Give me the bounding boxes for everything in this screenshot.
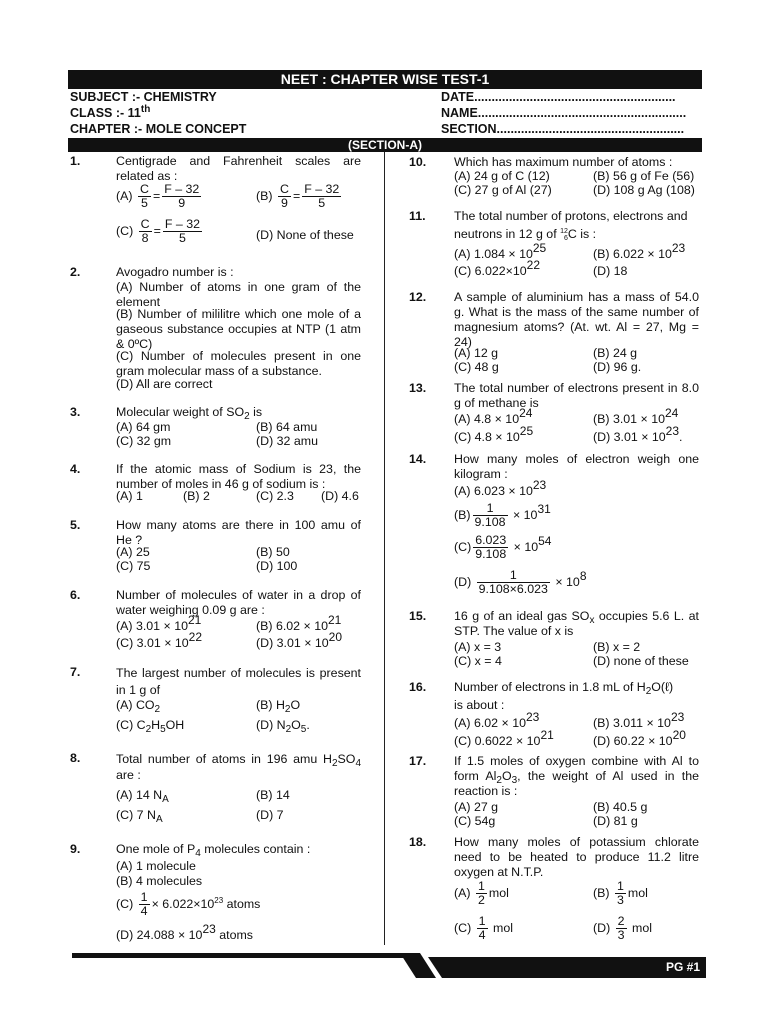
option-a: (A) 25 — [116, 545, 150, 559]
footer-slash — [400, 953, 436, 978]
text: . — [306, 718, 310, 732]
denominator: 5 — [141, 196, 148, 210]
text: (A) 1.084 × 10 — [454, 247, 533, 261]
numerator: 1 — [616, 879, 624, 893]
text: . — [679, 430, 683, 444]
option-b: (B) 50 — [256, 545, 290, 559]
subscript: A — [162, 794, 169, 805]
text: is — [249, 405, 263, 419]
question-text: Number of molecules of water in a drop of water weighing 0.09 g are : — [116, 588, 361, 617]
exponent: 21 — [327, 613, 342, 627]
question-number: 17. — [409, 754, 427, 768]
exponent: 8 — [579, 568, 587, 583]
subscript: 5 — [160, 724, 166, 735]
exponent: 23 — [670, 710, 685, 724]
denominator: 9 — [281, 196, 288, 210]
question-text: How many moles of potassium chlorate need to be heated to produce 11.2 litre oxygen at N.T.P. — [454, 835, 699, 879]
subscript: 2 — [285, 724, 292, 735]
numerator: 1 — [473, 502, 508, 516]
question-number: 9. — [70, 842, 81, 856]
text: (C) 6.022×10 — [454, 264, 527, 278]
text: , the weight of Al used in the reaction is : — [454, 769, 699, 798]
text: One mole of P — [116, 842, 196, 856]
denominator: 9 — [178, 196, 186, 210]
text: (B) 6.02 × 10 — [256, 619, 328, 633]
text: (C) C — [116, 718, 146, 732]
option-a: (A) 12 g — [454, 346, 499, 360]
option-b: (B) 2 — [183, 489, 210, 503]
exponent: 20 — [328, 630, 343, 644]
exponent: 20 — [672, 728, 686, 742]
text: × 10 — [509, 507, 538, 522]
subscript: 2 — [284, 704, 291, 715]
question-text: How many atoms are there in 100 amu of He ? — [116, 518, 361, 547]
subscript: 2 — [496, 775, 502, 786]
question-number: 11. — [409, 209, 426, 223]
option-d: (D) 4.6 — [321, 489, 359, 503]
option-d: (D) 108 g Ag (108) — [593, 183, 695, 197]
text: × 6.022×10 — [151, 896, 215, 911]
text: (A) 14 N — [116, 788, 163, 802]
chapter-label: CHAPTER :- MOLE CONCEPT — [70, 122, 247, 136]
question-number: 14. — [409, 452, 427, 466]
text: O — [290, 698, 301, 712]
question-text: The largest number of molecules is present in 1 g of — [116, 666, 361, 697]
text: (D) 60.22 × 10 — [593, 734, 673, 748]
exponent: 23 — [665, 424, 680, 438]
subscript: 5 — [300, 724, 307, 735]
subscript: A — [155, 814, 163, 825]
text: neutrons in 12 g of — [454, 227, 561, 241]
option-a: (A) 64 gm — [116, 420, 171, 434]
text: mol — [627, 885, 648, 900]
subscript: x — [589, 615, 595, 626]
denominator: 3 — [616, 893, 624, 907]
option-d: (D) All are correct — [116, 377, 213, 391]
numerator: F – 32 — [164, 217, 200, 231]
question-number: 13. — [409, 381, 427, 395]
denominator: 9.108 — [475, 547, 507, 561]
question-number: 2. — [70, 265, 81, 279]
question-text: How many moles of electron weigh one kilogram : — [454, 452, 699, 481]
option-c: (C) Number of molecules present in one gram molecular mass of a substance. — [116, 349, 361, 378]
option-label: (C) — [454, 539, 472, 554]
subscript: 4 — [355, 758, 361, 769]
question-number: 5. — [70, 518, 81, 532]
page-number: PG #1 — [665, 960, 700, 974]
option-label: (A) — [116, 188, 133, 203]
option-a: (A) 1 molecule — [116, 859, 196, 873]
text: (C) 7 N — [116, 808, 156, 822]
option-c: (C) 32 gm — [116, 434, 172, 448]
denominator: 5 — [178, 231, 186, 245]
denominator: 2 — [477, 893, 485, 907]
option-label: (A) — [454, 885, 471, 900]
numerator: C — [139, 182, 149, 196]
question-number: 10. — [409, 155, 427, 169]
class-sup: th — [140, 104, 151, 115]
question-number: 7. — [70, 665, 81, 679]
text: (D) 24.088 × 10 — [116, 928, 203, 942]
option-b: (B) 64 amu — [256, 420, 318, 434]
numerator: F – 32 — [164, 182, 200, 196]
text: (A) 6.02 × 10 — [454, 716, 526, 730]
option-b: (B) 4 molecules — [116, 874, 203, 888]
text: SO — [337, 752, 356, 766]
option-label: (D) — [593, 920, 611, 935]
exponent: 24 — [519, 406, 533, 420]
text: occupies 5.6 L. at STP. The value of x is — [454, 609, 699, 638]
text: (B) 3.011 × 10 — [593, 716, 671, 730]
numerator: 2 — [617, 914, 625, 928]
exponent: 25 — [532, 241, 547, 255]
option-c: (C) 2.3 — [256, 489, 294, 503]
denominator: 9.108 — [474, 515, 506, 529]
option-label: (D) — [454, 574, 472, 589]
test-title: NEET : CHAPTER WISE TEST-1 — [68, 70, 702, 89]
numerator: C — [279, 182, 289, 196]
exponent: 21 — [540, 728, 554, 742]
question-number: 4. — [70, 462, 81, 476]
text: are : — [116, 768, 141, 782]
equals: = — [153, 223, 161, 238]
option-b: (B) Number of mililitre which one mole of a gaseous substance occupies at NTP (1 atm & 0ºC) — [116, 307, 361, 351]
question-text: The total number of electrons present in 8.0 g of methane is — [454, 381, 699, 410]
exponent: 31 — [537, 501, 551, 516]
subscript: 4 — [195, 848, 201, 859]
section-bar: (SECTION-A) — [68, 138, 702, 152]
exponent: 25 — [519, 424, 534, 438]
text: molecules contain : — [200, 842, 311, 856]
equals: = — [292, 188, 301, 203]
text: O — [501, 769, 512, 783]
subscript: 2 — [154, 704, 161, 715]
option-c: (C) 75 — [116, 559, 151, 573]
text: Molecular weight of SO — [116, 405, 245, 419]
exponent: 23 — [525, 710, 540, 724]
text: (C) 3.01 × 10 — [116, 636, 189, 650]
question-number: 3. — [70, 405, 81, 419]
question-text: Avogadro number is : — [116, 265, 234, 279]
option-d: (D) 18 — [593, 264, 628, 278]
text: mol — [632, 920, 652, 935]
question-number: 1. — [70, 154, 81, 168]
option-label: (B) — [593, 885, 610, 900]
text: OH — [165, 718, 185, 732]
equals: = — [152, 188, 161, 203]
question-number: 6. — [70, 588, 81, 602]
text: (A) CO — [116, 698, 155, 712]
exponent: 23 — [214, 895, 224, 905]
option-d: (D) 7 — [256, 808, 284, 822]
text: (C) 4.8 × 10 — [454, 430, 520, 444]
option-c: (C) 27 g of Al (27) — [454, 183, 552, 197]
option-d: (D) none of these — [593, 654, 689, 668]
numerator: 1 — [478, 914, 486, 928]
text: O(ℓ) — [651, 680, 674, 694]
text: (B) 3.01 × 10 — [593, 412, 665, 426]
text: (D) N — [256, 718, 286, 732]
text: (C) 0.6022 × 10 — [454, 734, 541, 748]
question-number: 15. — [409, 609, 427, 623]
question-text: A sample of aluminium has a mass of 54.0 g. What is the mass of the same number of magnesium atoms? (At. wt. Al = 27, Mg = 24) — [454, 290, 699, 349]
option-a: (A) 27 g — [454, 800, 499, 814]
question-text: Centigrade and Fahrenheit scales are related as : — [116, 154, 361, 183]
numerator: C — [140, 217, 150, 231]
text: atoms — [223, 896, 261, 911]
numerator: 1 — [477, 879, 485, 893]
question-number: 12. — [409, 290, 427, 304]
subject-label: SUBJECT :- CHEMISTRY — [70, 90, 217, 104]
option-a: (A) Number of atoms in one gram of the element — [116, 280, 361, 309]
text: Number of electrons in 1.8 mL of H — [454, 680, 646, 694]
atomic-number: 6 — [563, 234, 568, 242]
numerator: 1 — [140, 890, 148, 904]
option-c: (C) x = 4 — [454, 654, 502, 668]
option-label: (C) — [116, 223, 134, 238]
exponent: 24 — [664, 406, 679, 420]
exponent: 22 — [526, 258, 541, 272]
question-text-line2: is about : — [454, 698, 505, 712]
option-label: (C) — [116, 896, 134, 911]
text: (D) 3.01 × 10 — [593, 430, 666, 444]
denominator: 4 — [140, 904, 148, 918]
option-d: (D) None of these — [256, 228, 354, 242]
subscript: 2 — [244, 411, 250, 422]
denominator: 3 — [617, 928, 625, 942]
text: (A) 4.8 × 10 — [454, 412, 520, 426]
subscript: 2 — [645, 686, 652, 697]
footer-stripe — [72, 953, 408, 958]
text: 16 g of an ideal gas SO — [454, 609, 590, 623]
question-number: 16. — [409, 680, 427, 694]
question-number: 18. — [409, 835, 427, 849]
text: (D) 3.01 × 10 — [256, 636, 329, 650]
denominator: 8 — [141, 231, 149, 245]
numerator: F – 32 — [304, 182, 340, 196]
text: (B) 6.022 × 10 — [593, 247, 672, 261]
element-symbol: C — [567, 227, 577, 241]
text: (A) 6.023 × 10 — [454, 484, 533, 498]
option-d: (D) 100 — [256, 559, 298, 573]
text: is : — [576, 227, 597, 241]
question-text: The total number of protons, electrons and — [454, 209, 688, 223]
text: If 1.5 moles of oxygen combine with Al to form Al — [454, 754, 699, 783]
class-text: CLASS :- 11 — [70, 106, 141, 120]
text: H — [151, 718, 161, 732]
option-d: (D) 96 g. — [593, 360, 642, 374]
numerator: 1 — [477, 569, 550, 583]
option-b: (B) 40.5 g — [593, 800, 648, 814]
option-d: (D) 81 g — [593, 814, 638, 828]
option-a: (A) 1 — [116, 489, 143, 503]
text: (B) H — [256, 698, 285, 712]
text: Total number of atoms in 196 amu H — [116, 752, 332, 766]
denominator: 5 — [318, 196, 326, 210]
text: × 10 — [510, 539, 539, 554]
text: O — [291, 718, 301, 732]
exponent: 54 — [538, 533, 552, 548]
text: × 10 — [551, 574, 580, 589]
name-field: NAME............................................................ — [441, 106, 687, 120]
exponent: 23 — [671, 241, 686, 255]
exponent: 23 — [532, 478, 547, 492]
text: atoms — [215, 928, 253, 942]
option-c: (C) 48 g — [454, 360, 499, 374]
numerator: 6.023 — [475, 533, 507, 547]
subscript: 2 — [331, 758, 338, 769]
option-label: (B) — [454, 507, 471, 522]
text: mol — [493, 920, 513, 935]
option-b: (B) x = 2 — [593, 640, 641, 654]
option-label: (C) — [454, 920, 472, 935]
mass-number: 12 — [560, 227, 568, 235]
section-field: SECTION...................................................... — [441, 122, 685, 136]
date-field: DATE.......................................................... — [441, 90, 676, 104]
option-b: (B) 14 — [256, 788, 290, 802]
option-label: (B) — [256, 188, 273, 203]
option-c: (C) 54g — [454, 814, 496, 828]
text: mol — [488, 885, 509, 900]
option-a: (A) x = 3 — [454, 640, 502, 654]
subscript: 2 — [145, 724, 152, 735]
exponent: 23 — [202, 922, 216, 936]
denominator: 9.108×6.023 — [478, 582, 548, 596]
denominator: 4 — [478, 928, 486, 942]
exponent: 22 — [188, 630, 203, 644]
text: (A) 3.01 × 10 — [116, 619, 188, 633]
question-text: If the atomic mass of Sodium is 23, the number of moles in 46 g of sodium is : — [116, 462, 361, 491]
option-b: (B) 56 g of Fe (56) — [593, 169, 695, 183]
option-b: (B) 24 g — [593, 346, 638, 360]
option-a: (A) 24 g of C (12) — [454, 169, 550, 183]
exponent: 21 — [187, 613, 202, 627]
option-d: (D) 32 amu — [256, 434, 318, 448]
subscript: 3 — [511, 775, 518, 786]
question-text: Which has maximum number of atoms : — [454, 155, 673, 169]
question-number: 8. — [70, 751, 81, 765]
